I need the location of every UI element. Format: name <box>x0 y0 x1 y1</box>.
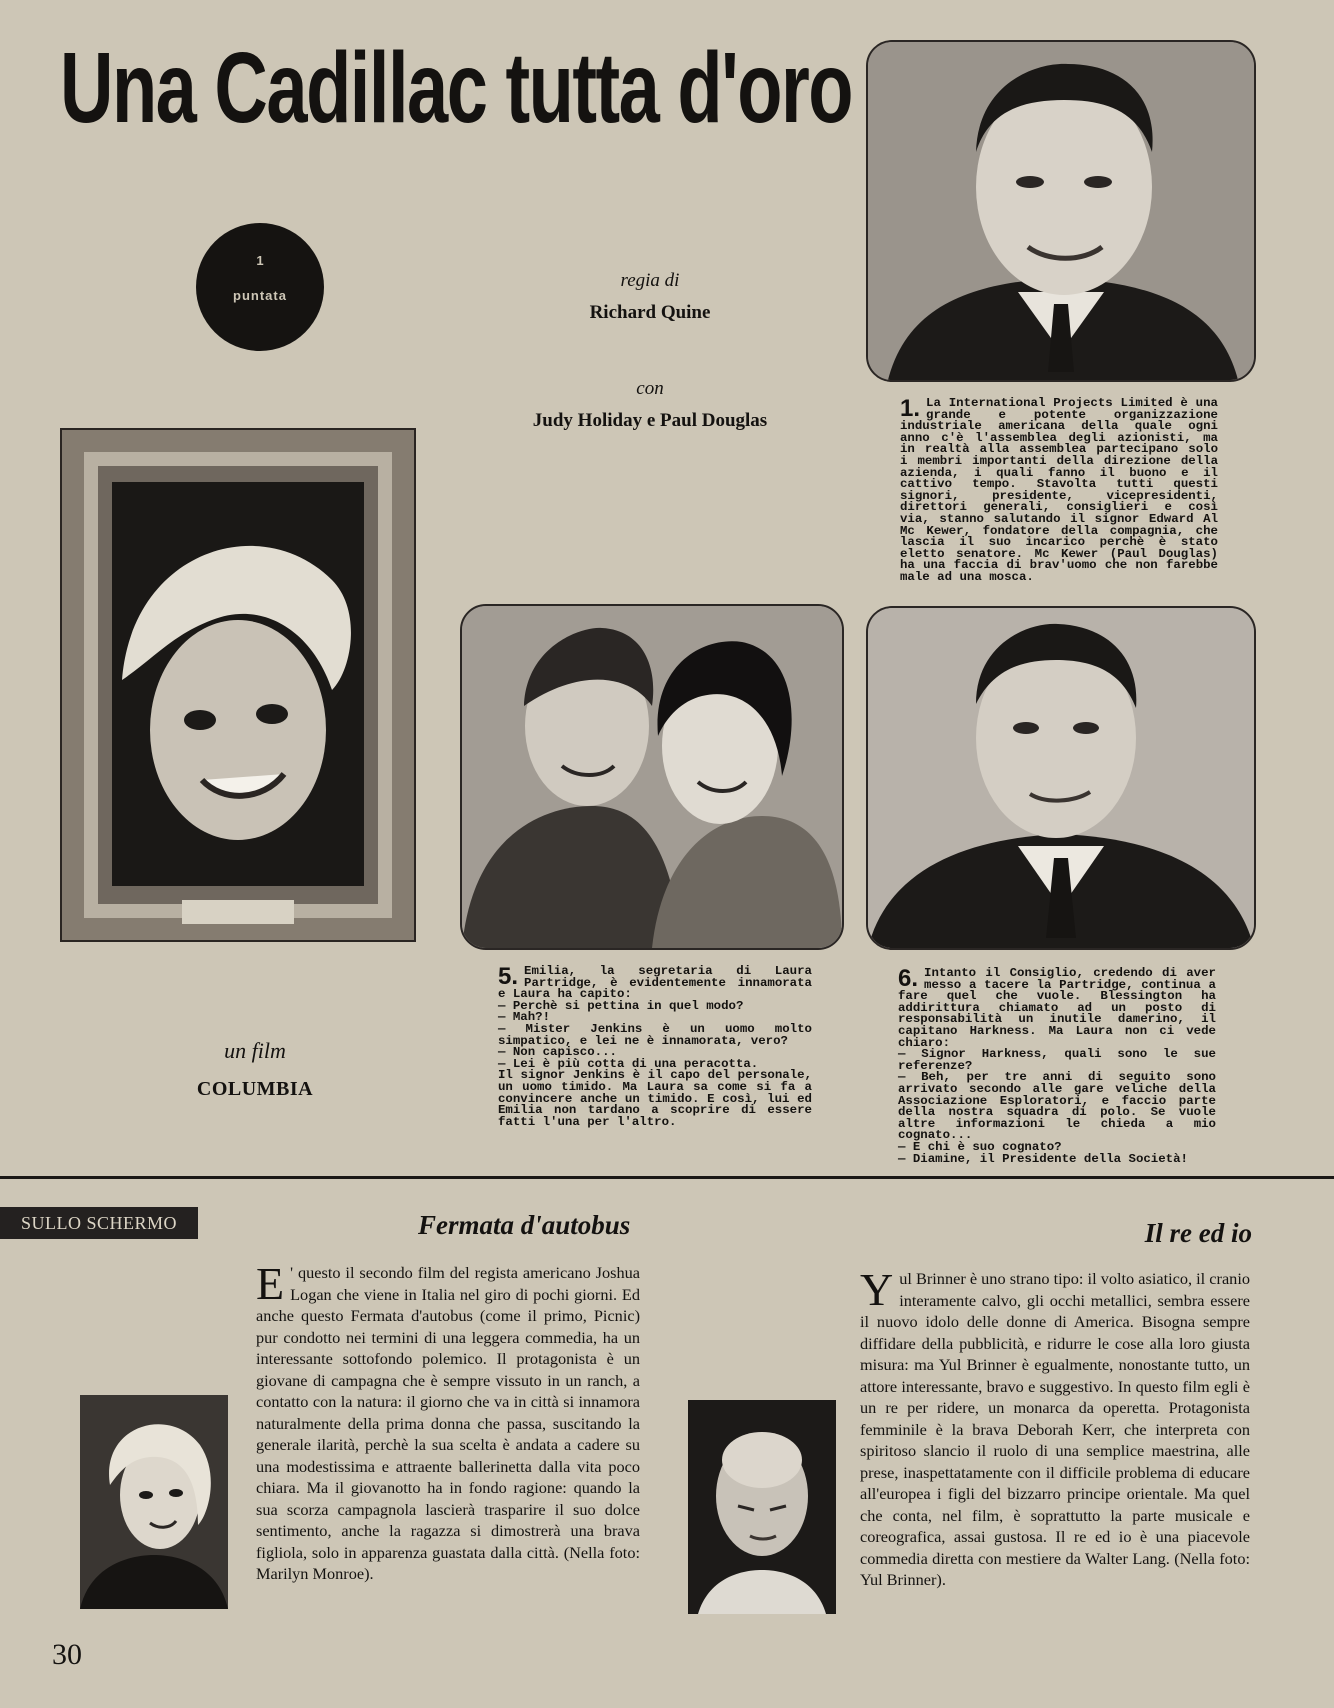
caption-line: — Signor Harkness, quali sono le sue referenze? <box>898 1047 1216 1073</box>
episode-number: 1 <box>256 253 264 268</box>
dropcap: Y <box>860 1264 894 1315</box>
caption-number: 6. <box>898 965 919 992</box>
review-text: ul Brinner è uno strano tipo: il volto asiatico, il cranio interamente calvo, gli occhi metallici, sembra essere il nuovo idolo delle donne di America. Bisogna sempre diffidare della pubblicità, e ridurre le cose alla loro giusta misura: ma Yul Brinner è egualmente, nonostante tutto, un attore interessante, bravo e suggestivo. In questo film egli è un re per ridere, un monarca da operetta. Protagonista femminile è la brava Deborah Kerr, che interpreta con spiritoso slancio il ruolo di una semplice maestrina, alle prese, inaspettatamente con il difficile problema di educare all'europea i figli del bizzarro principe orientale. Ma quel che conta, nel film, è soprattutto la parte musicale e coreografica, assai gustosa. Il re ed io è una piacevole commedia diretta con mestiere da Walter Lang. (Nella foto: Yul Brinner). <box>860 1269 1250 1589</box>
dropcap: E <box>256 1258 285 1309</box>
article-title: Una Cadillac tutta d'oro <box>60 32 853 144</box>
caption-5 <box>498 963 812 1129</box>
photo-couple <box>460 604 844 950</box>
review-re-ed-io-body <box>860 1264 1250 1591</box>
review-text: ' questo il secondo film del regista americano Joshua Logan che viene in Italia nel giro di pochi giorni. Ed anche questo Fermata d'autobus (come il primo, Picnic) pur condotto nei termini di una leggera commedia, ha un interessante sottofondo polemico. Il protagonista è un giovane di campagna che è sempre vissuto in un ranch, a contatto con la natura: il giorno che va in città si innamora naturalmente della prima donna che passa, suscitando la generale ilarità, perchè la sua scelta è andata a cadere su una modestissima e attraente ballerinetta dalla vita poco chiara. Ma il giovanotto ha in fondo ragione: quando la sua scorza campagnola lascierà trasparire il suo dolce sentimento, anche la ragazza si dimostrerà una brava figliola, solo in apparenza guastata dalla città. (Nella foto: Marilyn Monroe). <box>256 1263 640 1583</box>
caption-line: — E chi è suo cognato? <box>898 1139 1062 1154</box>
caption-text: La International Projects Limited è una grande e potente organizzazione industriale americana della quale ogni anno c'è l'assemblea degli azionisti, ma in realtà alla assemblea partecipano solo i membri importanti della direzione della azienda, i quali fanno il buono e il cattivo tempo. Stavolta tutti questi signori, presidente, vicepresidenti, direttori generali, consiglieri e così via, stanno salutando il signor Edward Al Mc Kewer, fondatore della compagnia, che lascia il suo incarico perchè è stato eletto senatore. Mc Kewer (Paul Douglas) ha una faccia di brav'uomo che non farebbe male ad una mosca. <box>900 396 1218 584</box>
caption-line: Emilia, la segretaria di Laura Partridge, è evidentemente innamorata e Laura ha capito: <box>498 964 812 1002</box>
caption-line: — Beh, per tre anni di seguito sono arrivato secondo alle gare veliche della Associazione Esploratori, e faccio parte della nostra squadra di polo. Se vuole altre informazioni le chieda a mio cognato... <box>898 1070 1216 1143</box>
photo-harkness <box>866 606 1256 950</box>
photo-yul-brinner <box>688 1400 836 1614</box>
caption-number: 5. <box>498 963 519 990</box>
review-title-fermata: Fermata d'autobus <box>418 1210 631 1240</box>
studio-name: COLUMBIA <box>196 1078 314 1100</box>
couple-illustration <box>462 606 842 948</box>
caption-number: 1. <box>900 395 921 422</box>
page-number: 30 <box>52 1638 82 1671</box>
section-divider <box>0 1176 1334 1179</box>
caption-line: — Diamine, il Presidente della Società! <box>898 1151 1188 1166</box>
portrait-illustration <box>868 42 1254 380</box>
caption-1 <box>900 395 1218 584</box>
harkness-illustration <box>868 608 1254 948</box>
caption-line: — Non capisco... <box>498 1045 617 1060</box>
photo-paul-douglas <box>866 40 1256 382</box>
caption-line: — Lei è più cotta di una peracotta. <box>498 1056 759 1071</box>
photo-marilyn-monroe <box>80 1395 228 1609</box>
caption-6 <box>898 965 1216 1166</box>
brinner-illustration <box>688 1400 836 1614</box>
portrait-frame-illustration <box>62 430 414 940</box>
film-label: un film <box>224 1038 286 1063</box>
director-credit <box>520 270 780 324</box>
monroe-illustration <box>80 1395 228 1609</box>
section-label: SULLO SCHERMO <box>0 1207 198 1239</box>
film-credit <box>140 1038 370 1101</box>
review-fermata-body <box>256 1258 640 1585</box>
caption-line: — Mah?! <box>498 1010 551 1025</box>
episode-label: puntata <box>233 288 287 303</box>
framed-portrait <box>60 428 416 942</box>
with-label: con <box>636 378 664 399</box>
caption-line: — Mister Jenkins è un uomo molto simpatico, e lei ne è innamorata, vero? <box>498 1021 812 1048</box>
cast-names: Judy Holiday e Paul Douglas <box>532 410 768 431</box>
director-name: Richard Quine <box>589 302 711 323</box>
caption-line: — Perchè si pettina in quel modo? <box>498 998 744 1013</box>
episode-badge <box>196 223 324 351</box>
review-title-re-ed-io: Il re ed io <box>1144 1218 1252 1248</box>
cast-credit <box>470 378 830 432</box>
caption-line: Il signor Jenkins è il capo del personale, un uomo timido. Ma Laura sa come si fa a convincere anche un timido. E così, lui ed Emilia non tardano a scoprire di essere fatti l'una per l'altro. <box>498 1068 812 1129</box>
caption-line: Intanto il Consiglio, credendo di aver messo a tacere la Partridge, continua a fare quel che vuole. Blessington ha addirittura chiamato ad un posto di responsabilità un inutile damerino, il capitano Harkness. Ma Laura non ci vede chiaro: <box>898 966 1216 1050</box>
directed-label: regia di <box>620 270 680 291</box>
